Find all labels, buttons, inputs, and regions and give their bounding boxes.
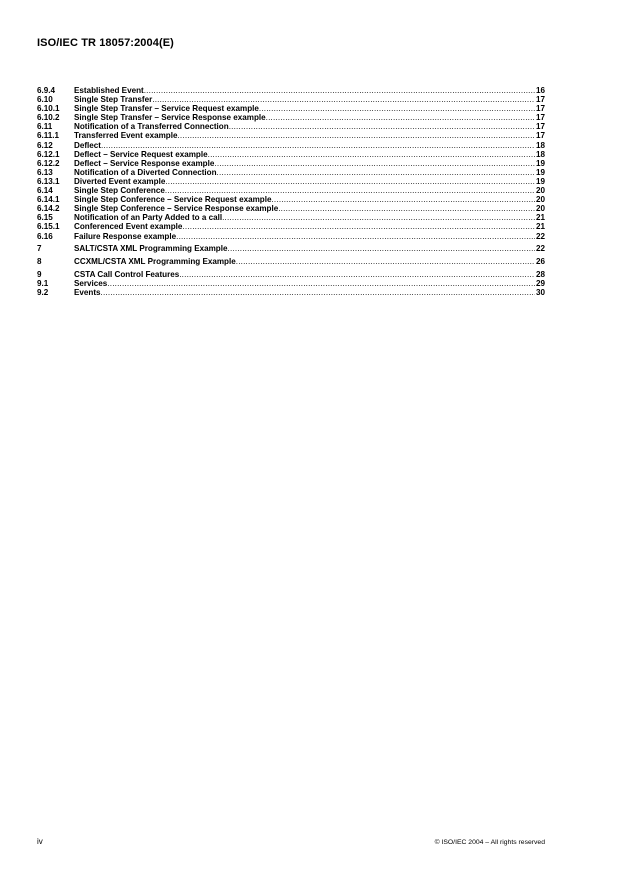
toc-entry-title: Notification of an Party Added to a call <box>74 213 223 223</box>
toc-entry[interactable] <box>37 86 545 95</box>
toc-entry[interactable] <box>37 222 545 231</box>
toc-entry-page: 17 <box>535 122 545 132</box>
toc-entry[interactable] <box>37 159 545 168</box>
toc-entry-title: Deflect – Service Response example <box>74 158 215 168</box>
toc-entry-page: 20 <box>535 204 545 214</box>
toc-entry-number: 6.13 <box>37 167 53 177</box>
toc-entry[interactable] <box>37 204 545 213</box>
toc-dot-leader <box>217 168 535 177</box>
toc-entry-number: 6.14 <box>37 186 53 196</box>
toc-entry-number: 6.13.1 <box>37 176 60 186</box>
toc-entry[interactable] <box>37 150 545 159</box>
page-number: iv <box>37 837 43 846</box>
toc-entry-page: 16 <box>535 86 545 95</box>
toc-dot-leader <box>208 150 535 159</box>
toc-entry-title: CSTA Call Control Features <box>74 269 180 279</box>
toc-entry[interactable] <box>37 279 545 288</box>
toc-entry-number: 6.14.1 <box>37 195 60 205</box>
toc-entry-number: 6.14.2 <box>37 204 60 214</box>
toc-entry[interactable] <box>37 131 545 140</box>
toc-entry-page: 18 <box>535 140 545 150</box>
toc-dot-leader <box>228 244 535 253</box>
toc-dot-leader <box>179 270 535 279</box>
toc-entry-number: 6.9.4 <box>37 86 56 95</box>
toc-entry-page: 17 <box>535 95 545 105</box>
toc-entry-number: 9 <box>37 269 42 279</box>
toc-entry-title: SALT/CSTA XML Programming Example <box>74 244 228 254</box>
toc-dot-leader <box>144 86 535 95</box>
toc-entry[interactable] <box>37 95 545 104</box>
toc-dot-leader <box>182 222 535 231</box>
toc-entry-page: 20 <box>535 186 545 196</box>
toc-entry-number: 9.2 <box>37 287 49 297</box>
toc-entry-page: 19 <box>535 176 545 186</box>
toc-entry-page: 19 <box>535 167 545 177</box>
toc-entry-page: 20 <box>535 195 545 205</box>
toc-entry-title: Established Event <box>74 86 144 95</box>
toc-entry-title: Failure Response example <box>74 231 177 241</box>
toc-dot-leader <box>222 213 535 222</box>
toc-entry-page: 26 <box>535 257 545 267</box>
toc-entry-page: 19 <box>535 158 545 168</box>
toc-dot-leader <box>165 177 535 186</box>
toc-entry-number: 6.16 <box>37 231 53 241</box>
toc-entry-title: Single Step Transfer – Service Request example <box>74 104 259 114</box>
toc-dot-leader <box>236 257 535 266</box>
toc-entry-number: 6.10.2 <box>37 113 60 123</box>
toc-entry-number: 9.1 <box>37 278 49 288</box>
toc-entry[interactable] <box>37 213 545 222</box>
toc-entry-page: 17 <box>535 113 545 123</box>
toc-dot-leader <box>152 95 535 104</box>
toc-entry-number: 6.15.1 <box>37 222 60 232</box>
toc-entry-number: 6.12.2 <box>37 158 60 168</box>
toc-entry-page: 28 <box>535 269 545 279</box>
toc-entry-page: 18 <box>535 149 545 159</box>
toc-entry[interactable] <box>37 257 545 266</box>
toc-entry-page: 17 <box>535 131 545 141</box>
toc-entry-page: 21 <box>535 222 545 232</box>
toc-entry-title: Single Step Conference <box>74 186 165 196</box>
toc-entry-number: 6.10 <box>37 95 53 105</box>
toc-dot-leader <box>214 159 535 168</box>
toc-entry-number: 6.10.1 <box>37 104 60 114</box>
toc-entry-title: Single Step Transfer <box>74 95 153 105</box>
toc-entry[interactable] <box>37 232 545 241</box>
toc-entry-title: Deflect <box>74 140 101 150</box>
toc-entry-title: Diverted Event example <box>74 176 166 186</box>
toc-entry-title: Single Step Conference – Service Request example <box>74 195 272 205</box>
toc-entry-title: Transferred Event example <box>74 131 178 141</box>
toc-dot-leader <box>107 279 535 288</box>
toc-entry-title: Single Step Transfer – Service Response example <box>74 113 266 123</box>
toc-entry-title: Events <box>74 287 101 297</box>
toc-entry[interactable] <box>37 288 545 297</box>
toc-dot-leader <box>271 195 535 204</box>
toc-entry-page: 21 <box>535 213 545 223</box>
toc-dot-leader <box>165 186 535 195</box>
toc-entry-title: CCXML/CSTA XML Programming Example <box>74 257 236 267</box>
toc-entry-title: Notification of a Diverted Connection <box>74 167 217 177</box>
table-of-contents <box>37 86 545 297</box>
toc-entry-number: 6.11 <box>37 122 53 132</box>
toc-entry-number: 6.12 <box>37 140 53 150</box>
toc-entry-title: Services <box>74 278 108 288</box>
toc-entry-number: 6.11.1 <box>37 131 60 141</box>
toc-entry[interactable] <box>37 168 545 177</box>
toc-entry-title: Deflect – Service Request example <box>74 149 208 159</box>
toc-dot-leader <box>229 122 535 131</box>
toc-entry-number: 6.12.1 <box>37 149 60 159</box>
toc-entry[interactable] <box>37 122 545 131</box>
toc-entry-page: 29 <box>535 278 545 288</box>
toc-dot-leader <box>278 204 535 213</box>
toc-entry-number: 7 <box>37 244 42 254</box>
toc-entry-number: 6.15 <box>37 213 53 223</box>
toc-entry[interactable] <box>37 177 545 186</box>
toc-dot-leader <box>176 232 535 241</box>
toc-dot-leader <box>266 113 535 122</box>
toc-dot-leader <box>259 104 535 113</box>
toc-dot-leader <box>101 288 535 297</box>
document-header: ISO/IEC TR 18057:2004(E) <box>37 37 174 49</box>
toc-entry-page: 22 <box>535 231 545 241</box>
toc-entry[interactable] <box>37 270 545 279</box>
toc-entry-number: 8 <box>37 257 42 267</box>
toc-entry[interactable] <box>37 141 545 150</box>
toc-entry-page: 30 <box>535 287 545 297</box>
toc-entry[interactable] <box>37 104 545 113</box>
copyright-notice: © ISO/IEC 2004 – All rights reserved <box>434 839 545 846</box>
toc-entry-title: Single Step Conference – Service Response example <box>74 204 279 214</box>
toc-entry[interactable] <box>37 186 545 195</box>
toc-dot-leader <box>101 141 535 150</box>
toc-entry-page: 22 <box>535 244 545 254</box>
toc-entry[interactable] <box>37 244 545 253</box>
toc-entry[interactable] <box>37 113 545 122</box>
toc-entry-title: Notification of a Transferred Connection <box>74 122 229 132</box>
toc-entry-page: 17 <box>535 104 545 114</box>
toc-entry[interactable] <box>37 195 545 204</box>
toc-entry-title: Conferenced Event example <box>74 222 183 232</box>
toc-dot-leader <box>177 131 535 140</box>
